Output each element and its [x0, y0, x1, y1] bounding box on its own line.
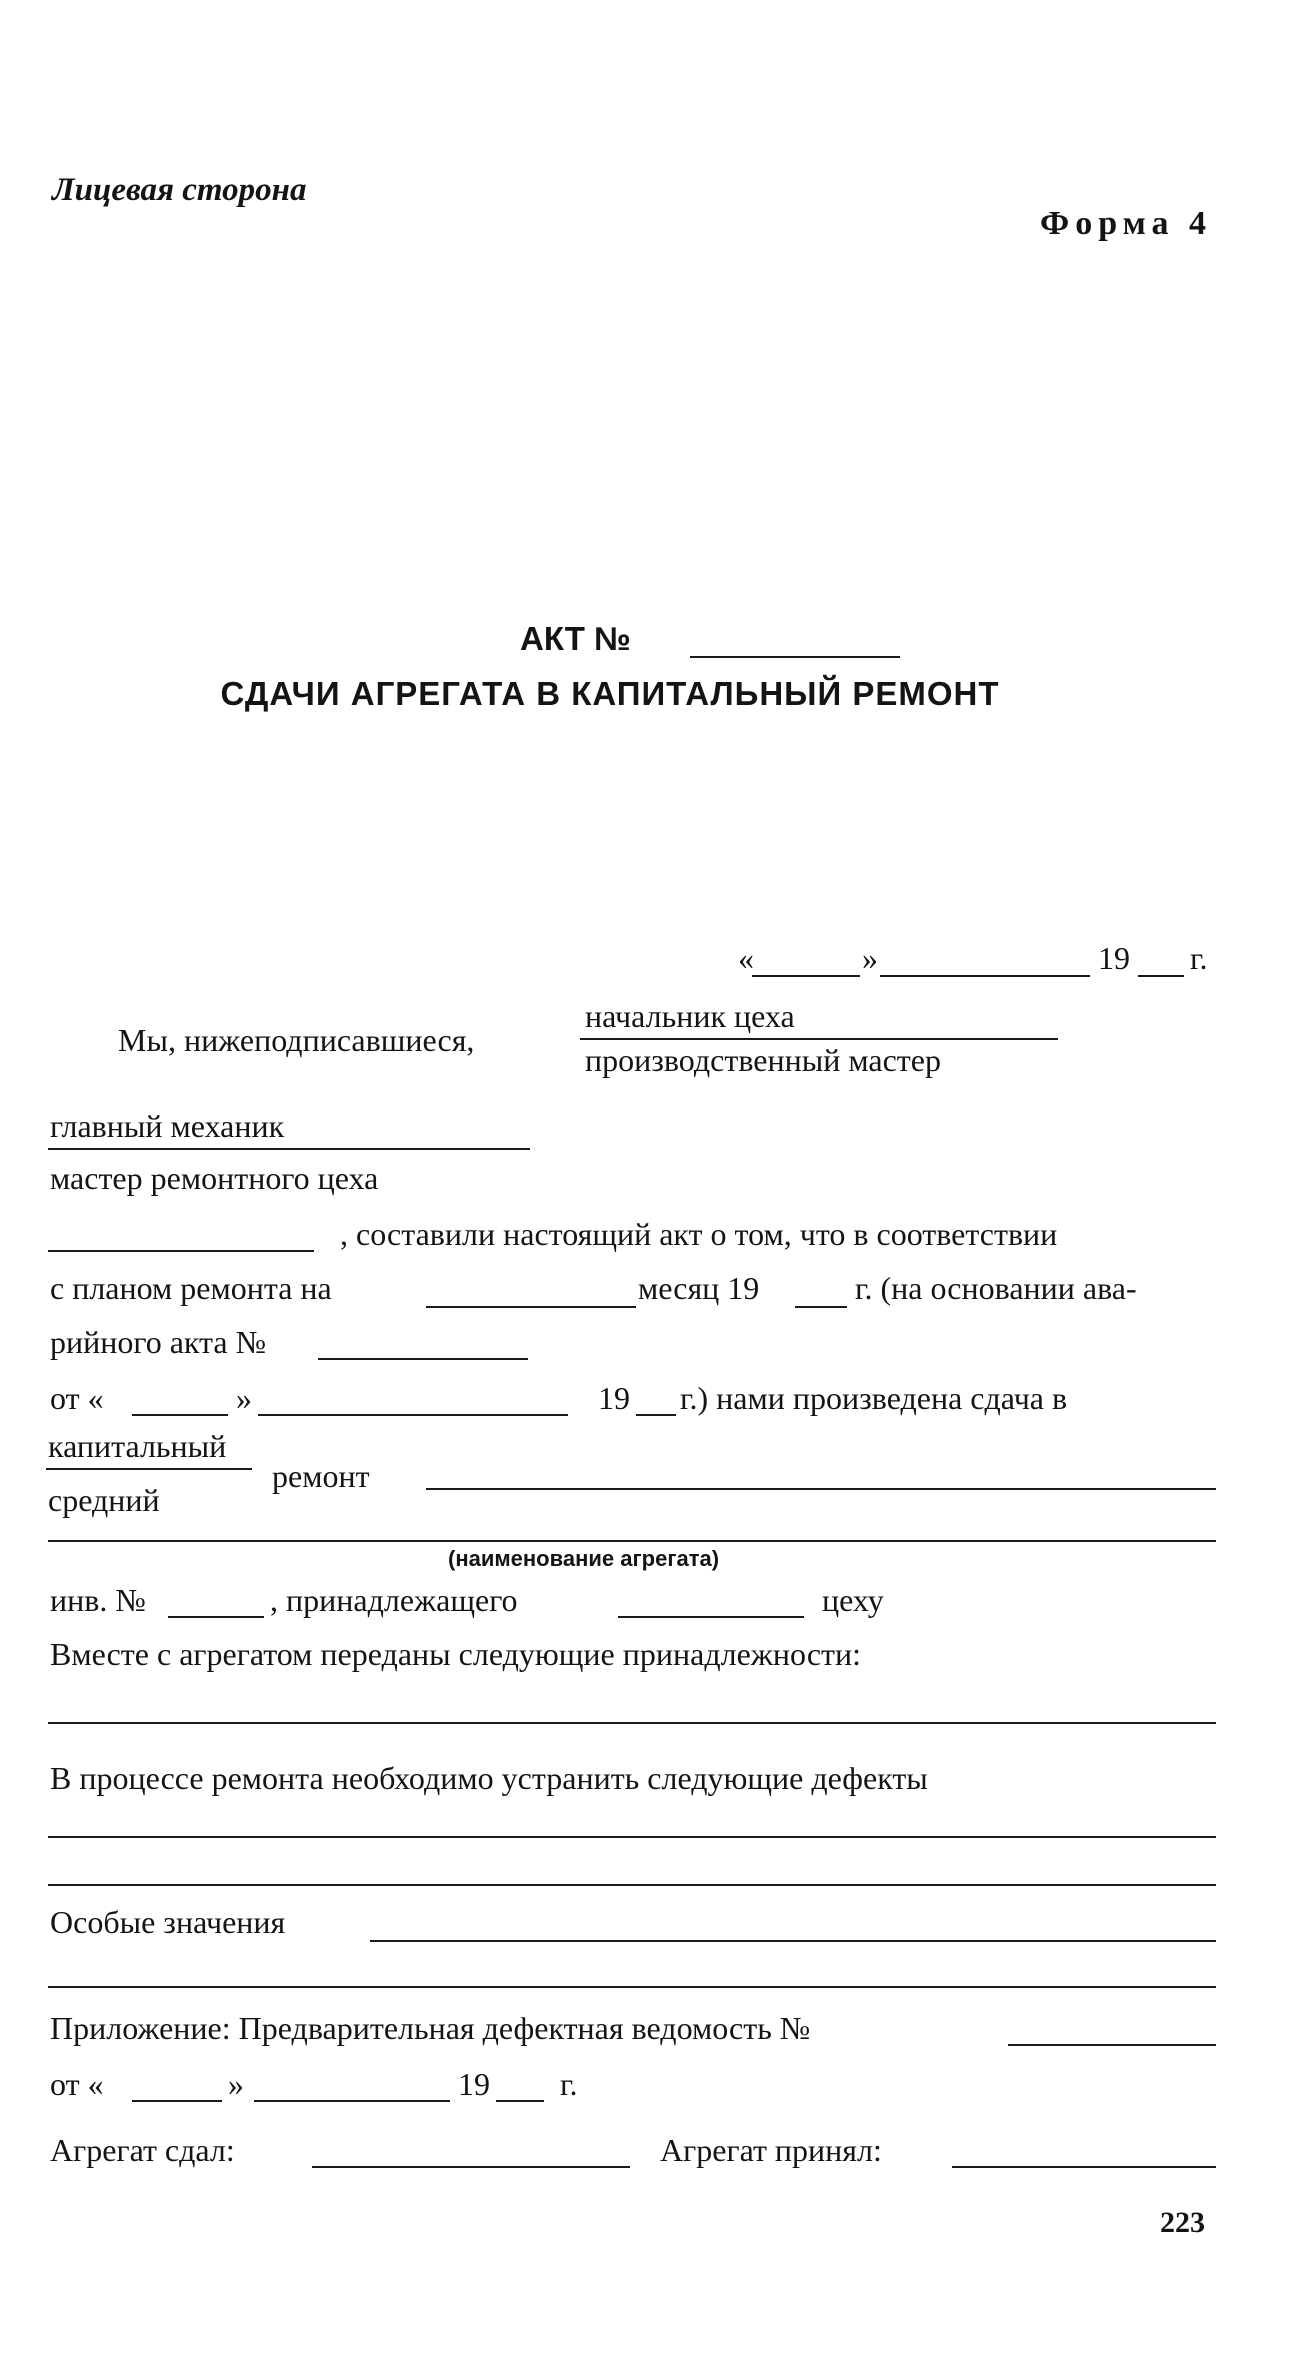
accessories-text: Вместе с агрегатом переданы следующие принадлежности:	[50, 1636, 862, 1672]
we-signed-text: Мы, нижеподписавшиеся,	[118, 1022, 475, 1058]
appendix-number-blank[interactable]	[1008, 2044, 1216, 2046]
appendix-text: Приложение: Предварительная дефектная ведомость №	[50, 2010, 811, 2046]
date-year-suffix: г.	[1190, 940, 1208, 976]
repair-type-1: капитальный	[48, 1428, 227, 1464]
emergency-year-blank[interactable]	[636, 1414, 676, 1416]
role-divider-2	[48, 1148, 530, 1150]
page-number: 223	[1160, 2206, 1205, 2239]
emergency-act-text: рийного акта №	[50, 1324, 267, 1360]
repair-word: ремонт	[272, 1458, 370, 1494]
unit-name-blank-1[interactable]	[426, 1488, 1216, 1490]
emergency-year-prefix: 19	[598, 1380, 630, 1416]
from-quote-close: »	[236, 1380, 252, 1416]
defects-blank-2[interactable]	[48, 1884, 1216, 1886]
defects-blank-1[interactable]	[48, 1836, 1216, 1838]
handed-over-signature-blank[interactable]	[312, 2166, 630, 2168]
date-year-prefix: 19	[1098, 940, 1130, 976]
appendix-year-blank[interactable]	[496, 2100, 544, 2102]
notes-blank-2[interactable]	[48, 1986, 1216, 1988]
emergency-month-blank[interactable]	[258, 1414, 568, 1416]
belonging-text: , принадлежащего	[270, 1582, 518, 1618]
plan-text: с планом ремонта на	[50, 1270, 332, 1306]
form-label: Форма 4	[1040, 205, 1213, 242]
repair-type-divider	[46, 1468, 252, 1470]
appendix-day-blank[interactable]	[132, 2100, 222, 2102]
role-divider-1	[580, 1038, 1058, 1040]
appendix-year-suffix: г.	[560, 2066, 578, 2102]
inventory-number-blank[interactable]	[168, 1616, 264, 1618]
appendix-quote-close: »	[228, 2066, 244, 2102]
accepted-signature-blank[interactable]	[952, 2166, 1216, 2168]
role-option-2: производственный мастер	[585, 1042, 941, 1078]
date-month-blank[interactable]	[880, 975, 1090, 977]
date-quote-close: »	[862, 940, 878, 976]
notes-text: Особые значения	[50, 1904, 286, 1940]
role-option-1: начальник цеха	[585, 998, 795, 1034]
act-title: АКТ №	[520, 620, 631, 657]
workshop-blank[interactable]	[618, 1616, 804, 1618]
plan-month-blank[interactable]	[426, 1306, 636, 1308]
based-on-text: г. (на основании ава-	[855, 1270, 1137, 1306]
plan-year-blank[interactable]	[795, 1306, 847, 1308]
handed-over-label: Агрегат сдал:	[50, 2132, 235, 2168]
date-year-blank[interactable]	[1138, 975, 1184, 977]
date-day-blank[interactable]	[752, 975, 860, 977]
handover-text: г.) нами произведена сдача в	[680, 1380, 1068, 1416]
notes-blank-1[interactable]	[370, 1940, 1216, 1942]
act-subtitle: СДАЧИ АГРЕГАТА В КАПИТАЛЬНЫЙ РЕМОНТ	[220, 675, 1000, 712]
name-blank[interactable]	[48, 1250, 314, 1252]
repair-type-2: средний	[48, 1482, 160, 1518]
side-label: Лицевая сторона	[52, 172, 307, 208]
accessories-blank[interactable]	[48, 1722, 1216, 1724]
date-quote-open: «	[738, 940, 754, 976]
unit-name-caption: (наименование агрегата)	[448, 1546, 720, 1571]
role-option-3: главный механик	[50, 1108, 285, 1144]
defects-text: В процессе ремонта необходимо устранить следующие дефекты	[50, 1760, 928, 1796]
appendix-from-text: от «	[50, 2066, 104, 2102]
month-text: месяц 19	[638, 1270, 760, 1306]
emergency-act-number-blank[interactable]	[318, 1358, 528, 1360]
from-text: от «	[50, 1380, 104, 1416]
unit-name-blank-2[interactable]	[48, 1540, 1216, 1542]
appendix-month-blank[interactable]	[254, 2100, 450, 2102]
accepted-label: Агрегат принял:	[660, 2132, 882, 2168]
inventory-text: инв. №	[50, 1582, 146, 1618]
workshop-text: цеху	[822, 1582, 884, 1618]
compiled-text: , составили настоящий акт о том, что в соответствии	[340, 1216, 1058, 1252]
appendix-year-prefix: 19	[458, 2066, 490, 2102]
act-number-blank[interactable]	[690, 656, 900, 658]
emergency-day-blank[interactable]	[132, 1414, 228, 1416]
role-option-4: мастер ремонтного цеха	[50, 1160, 379, 1196]
